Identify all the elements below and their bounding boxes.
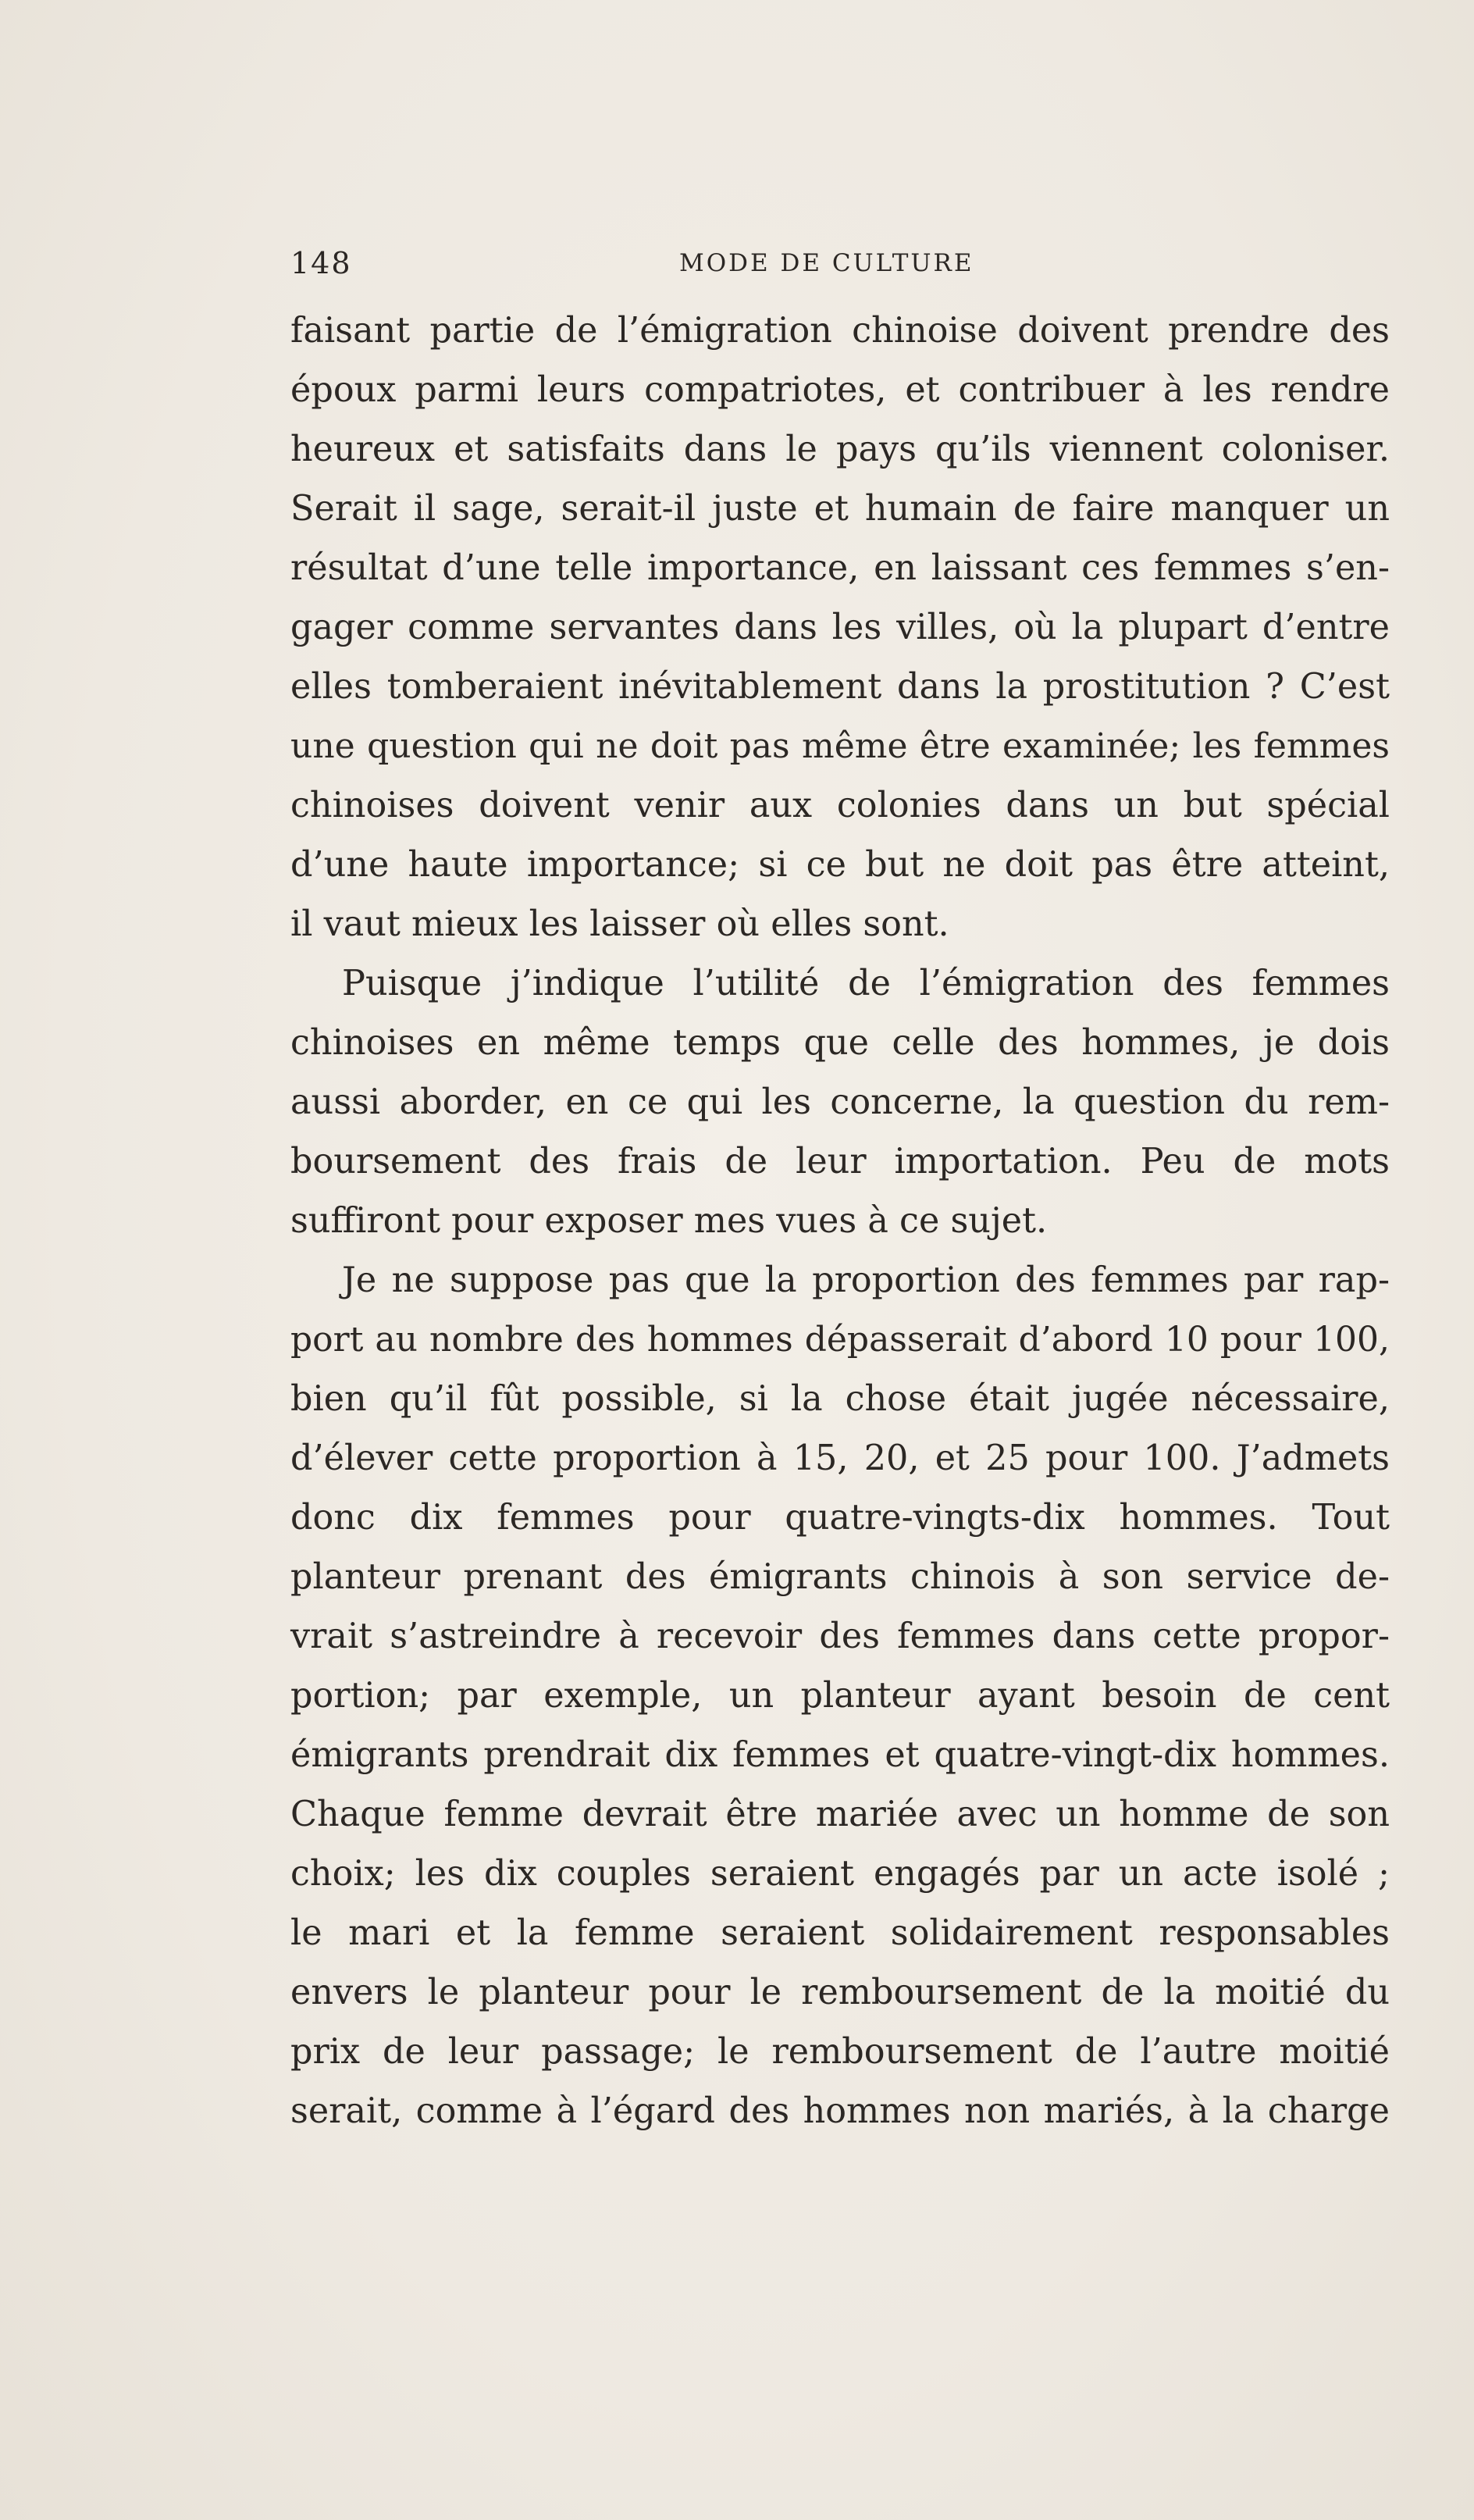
text-line: prix de leur passage; le remboursement de l’autre moitié [290,2032,1390,2072]
text-line: portion; par exemple, un planteur ayant besoin de cent [290,1676,1390,1716]
text-line: le mari et la femme seraient solidairement responsables [290,1913,1390,1953]
text-line: Chaque femme devrait être mariée avec un homme de son [290,1795,1390,1834]
body-text [290,301,1390,2141]
text-line: aussi aborder, en ce qui les concerne, la question du rem- [290,1082,1390,1122]
text-line: chinoises en même temps que celle des hommes, je dois [290,1023,1390,1063]
text-line: Serait il sage, serait-il juste et humain de faire manquer un [290,489,1390,529]
text-line: époux parmi leurs compatriotes, et contribuer à les rendre [290,370,1390,410]
running-title: MODE DE CULTURE [679,249,974,277]
text-line: donc dix femmes pour quatre-vingts-dix hommes. Tout [290,1498,1390,1538]
text-line: serait, comme à l’égard des hommes non mariés, à la charge [290,2091,1390,2131]
text-line: vrait s’astreindre à recevoir des femmes dans cette propor- [290,1616,1390,1656]
text-line: Je ne suppose pas que la proportion des femmes par rap- [342,1260,1390,1300]
text-line: port au nombre des hommes dépasserait d’abord 10 pour 100, [290,1320,1390,1360]
text-line: il vaut mieux les laisser où elles sont. [290,904,949,944]
text-line: envers le planteur pour le remboursement de la moitié du [290,1973,1390,2012]
text-line: elles tomberaient inévitablement dans la prostitution ? C’est [290,667,1390,707]
text-line: Puisque j’indique l’utilité de l’émigration des femmes [342,964,1390,1003]
text-line: faisant partie de l’émigration chinoise doivent prendre des [290,311,1390,351]
text-line: gager comme servantes dans les villes, où la plupart d’entre [290,608,1390,647]
text-line: choix; les dix couples seraient engagés par un acte isolé ; [290,1854,1390,1894]
text-line: d’une haute importance; si ce but ne doit pas être atteint, [290,845,1390,885]
text-line: heureux et satisfaits dans le pays qu’ils viennent coloniser. [290,430,1390,469]
text-line: chinoises doivent venir aux colonies dans un but spécial [290,786,1390,825]
text-line: une question qui ne doit pas même être examinée; les femmes [290,726,1390,766]
text-line: émigrants prendrait dix femmes et quatre-vingt-dix hommes. [290,1735,1390,1775]
text-line: planteur prenant des émigrants chinois à son service de- [290,1557,1390,1597]
text-line: boursement des frais de leur importation. Peu de mots [290,1142,1390,1182]
page-number: 148 [290,246,352,280]
text-line: bien qu’il fût possible, si la chose était jugée nécessaire, [290,1379,1390,1419]
page-header [290,244,993,283]
text-line: suffiront pour exposer mes vues à ce sujet. [290,1201,1048,1241]
text-line: résultat d’une telle importance, en laissant ces femmes s’en- [290,548,1390,588]
text-line: d’élever cette proportion à 15, 20, et 25 pour 100. J’admets [290,1438,1390,1478]
